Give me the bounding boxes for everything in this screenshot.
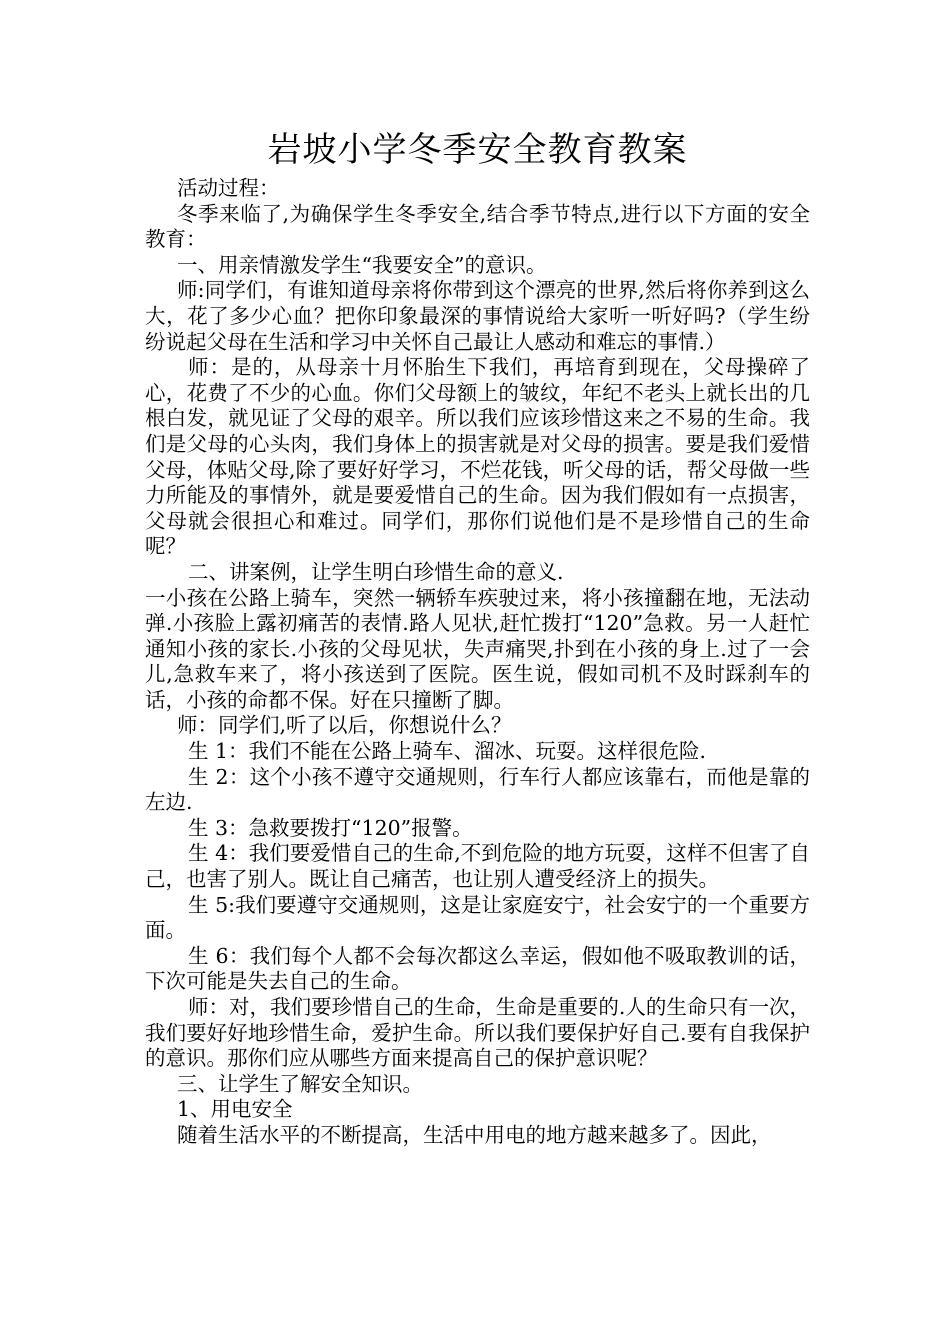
paragraph: 冬季来临了,为确保学生冬季安全,结合季节特点,进行以下方面的安全教育：	[145, 201, 810, 252]
paragraph: 1、用电安全	[177, 1097, 293, 1122]
paragraph: 生 2：这个小孩不遵守交通规则，行车行人都应该靠右，而他是靠的左边.	[145, 764, 810, 815]
paragraph: 生 1：我们不能在公路上骑车、溜冰、玩耍。这样很危险.	[188, 739, 707, 764]
paragraph: 随着生活水平的不断提高，生活中用电的地方越来越多了。因此，	[177, 1122, 772, 1147]
paragraph: 二、讲案例，让学生明白珍惜生命的意义.	[188, 559, 564, 584]
paragraph: 一、用亲情激发学生“我要安全”的意识。	[177, 252, 547, 277]
paragraph: 生 6：我们每个人都不会每次都这么幸运，假如他不吸取教训的话，下次可能是失去自己的生命。	[145, 943, 810, 994]
paragraph: 师:同学们，有谁知道母亲将你带到这个漂亮的世界,然后将你养到这么大，花了多少心血？把你印象最深的事情说给大家听一听好吗?（学生纷纷说起父母在生活和学习中关怀自己最让人感动和难忘的事情.）	[145, 278, 810, 354]
paragraph: 师：同学们,听了以后，你想说什么？	[177, 713, 512, 738]
paragraph: 一小孩在公路上骑车，突然一辆轿车疾驶过来，将小孩撞翻在地，无法动弹.小孩脸上露初痛苦的表情.路人见状,赶忙拨打“120”急救。另一人赶忙通知小孩的家长.小孩的父母见状，失声痛哭,扑到在小孩的身上.过了一会儿,急救车来了，将小孩送到了医院。医生说，假如司机不及时踩刹车的话，小孩的命都不保。好在只撞断了脚。	[145, 585, 810, 712]
paragraph: 活动过程：	[177, 176, 280, 200]
paragraph: 三、让学生了解安全知识。	[177, 1071, 423, 1096]
paragraph: 师：对，我们要珍惜自己的生命，生命是重要的.人的生命只有一次，我们要好好地珍惜生命，爱护生命。所以我们要保护好自己.要有自我保护的意识。那你们应从哪些方面来提高自己的保护意识呢？	[145, 995, 810, 1071]
document-body	[145, 176, 810, 1149]
paragraph: 生 4：我们要爱惜自己的生命,不到危险的地方玩耍，这样不但害了自己，也害了别人。既让自己痛苦，也让别人遭受经济上的损失。	[145, 841, 810, 892]
paragraph: 生 5:我们要遵守交通规则，这是让家庭安宁，社会安宁的一个重要方面。	[145, 892, 810, 943]
document-title: 岩坡小学冬季安全教育教案	[267, 130, 688, 170]
document-page	[145, 128, 810, 1149]
paragraph: 师：是的，从母亲十月怀胎生下我们，再培育到现在，父母操碎了心，花费了不少的心血。你们父母额上的皱纹，年纪不老头上就长出的几根白发，就见证了父母的艰辛。所以我们应该珍惜这来之不易的生命。我们是父母的心头肉，我们身体上的损害就是对父母的损害。要是我们爱惜父母，体贴父母,除了要好好学习，不烂花钱，听父母的话，帮父母做一些力所能及的事情外，就是要爱惜自己的生命。因为我们假如有一点损害，父母就会很担心和难过。同学们，那你们说他们是不是珍惜自己的生命呢？	[145, 355, 810, 559]
paragraph: 生 3：急救要拨打“120”报警。	[188, 815, 473, 840]
